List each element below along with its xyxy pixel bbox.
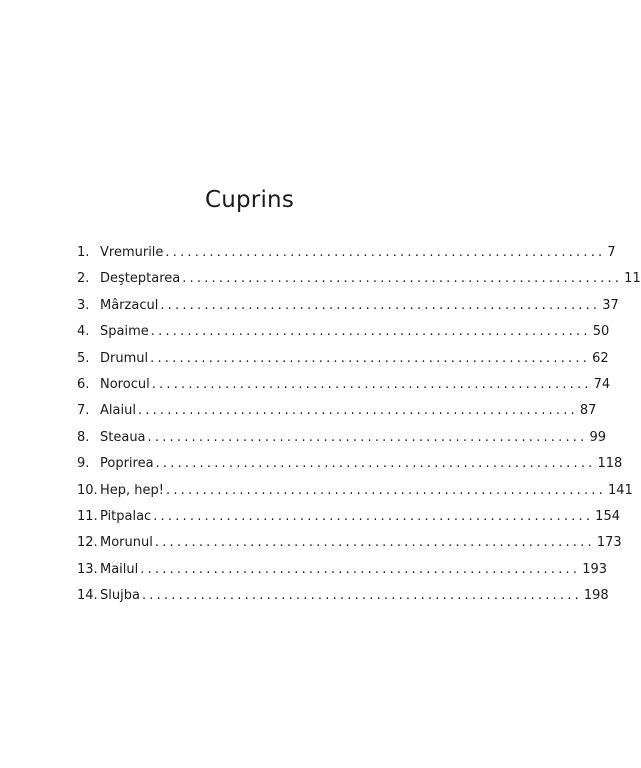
toc-entry-title: Pitpalac xyxy=(100,508,152,524)
toc-entry xyxy=(77,266,641,292)
toc-entry-number: 5. xyxy=(77,350,90,366)
toc-entry-title: Morunul xyxy=(100,535,153,551)
table-of-contents xyxy=(77,240,641,609)
toc-entry-page: 62 xyxy=(592,350,609,366)
dot-leader: ............................................................ xyxy=(141,588,582,604)
toc-entry-number: 7. xyxy=(77,403,90,419)
dot-leader: ............................................................ xyxy=(150,324,591,340)
toc-entry-number: 6. xyxy=(77,376,90,392)
toc-entry xyxy=(77,504,620,530)
dot-leader: ............................................................ xyxy=(137,403,578,419)
dot-leader: ............................................................ xyxy=(140,561,581,577)
toc-entry-page: 7 xyxy=(607,245,616,260)
toc-entry-title: Drumul xyxy=(100,350,149,366)
toc-entry-page: 11 xyxy=(624,271,641,287)
toc-entry-page: 118 xyxy=(597,456,623,472)
toc-entry xyxy=(77,372,611,398)
toc-entry xyxy=(77,346,609,372)
toc-entry xyxy=(77,557,608,583)
dot-leader: ............................................................ xyxy=(160,297,601,313)
toc-entry-page: 99 xyxy=(589,429,607,445)
toc-entry-title: Slujba xyxy=(100,588,140,604)
dot-leader: ............................................................ xyxy=(165,245,606,260)
toc-entry-number: 1. xyxy=(77,245,90,260)
toc-entry xyxy=(77,425,607,451)
toc-entry-number: 14. xyxy=(77,588,98,604)
toc-entry-title: Deşteptarea xyxy=(100,271,181,287)
toc-entry-number: 9. xyxy=(77,456,90,472)
toc-entry-number: 2. xyxy=(77,271,90,287)
toc-entry xyxy=(77,530,622,556)
toc-entry-page: 198 xyxy=(583,588,609,604)
toc-entry-title: Mârzacul xyxy=(100,297,159,313)
toc-entry xyxy=(77,478,633,504)
toc-entry-page: 37 xyxy=(602,297,619,313)
dot-leader: ............................................................ xyxy=(153,508,594,524)
toc-entry-page: 74 xyxy=(593,376,611,392)
toc-entry-number: 3. xyxy=(77,297,90,313)
toc-entry xyxy=(77,319,610,345)
toc-entry-number: 11. xyxy=(77,508,98,524)
dot-leader: ............................................................ xyxy=(155,456,596,472)
toc-entry-title: Spaime xyxy=(100,324,149,340)
page-title: Cuprins xyxy=(204,187,295,214)
toc-entry-page: 154 xyxy=(595,508,620,524)
dot-leader: ............................................................ xyxy=(150,350,591,366)
toc-entry-title: Norocul xyxy=(100,376,150,392)
toc-entry-title: Steaua xyxy=(100,429,146,445)
toc-entry-title: Hep, hep! xyxy=(100,482,164,498)
toc-entry-page: 50 xyxy=(592,324,610,340)
dot-leader: ............................................................ xyxy=(154,535,595,551)
toc-entry-number: 10. xyxy=(77,482,98,498)
dot-leader: ............................................................ xyxy=(147,429,588,445)
toc-entry-page: 141 xyxy=(607,482,633,498)
toc-entry-number: 13. xyxy=(77,561,98,577)
toc-entry-title: Mailul xyxy=(100,561,139,577)
toc-entry-page: 173 xyxy=(596,535,622,551)
dot-leader: ............................................................ xyxy=(182,271,623,287)
toc-entry-number: 4. xyxy=(77,324,90,340)
toc-entry xyxy=(77,451,623,477)
dot-leader: ............................................................ xyxy=(151,376,592,392)
toc-entry-title: Vremurile xyxy=(100,245,164,260)
toc-entry xyxy=(77,583,609,609)
dot-leader: ............................................................ xyxy=(166,482,606,498)
toc-entry-number: 12. xyxy=(77,535,98,551)
toc-entry-number: 8. xyxy=(77,429,90,445)
toc-entry xyxy=(77,240,616,266)
toc-entry xyxy=(77,398,597,424)
toc-entry-title: Poprirea xyxy=(100,456,154,472)
toc-entry-title: Alaiul xyxy=(100,403,136,419)
toc-entry-page: 87 xyxy=(579,403,597,419)
toc-entry-page: 193 xyxy=(582,561,608,577)
toc-entry xyxy=(77,293,619,319)
